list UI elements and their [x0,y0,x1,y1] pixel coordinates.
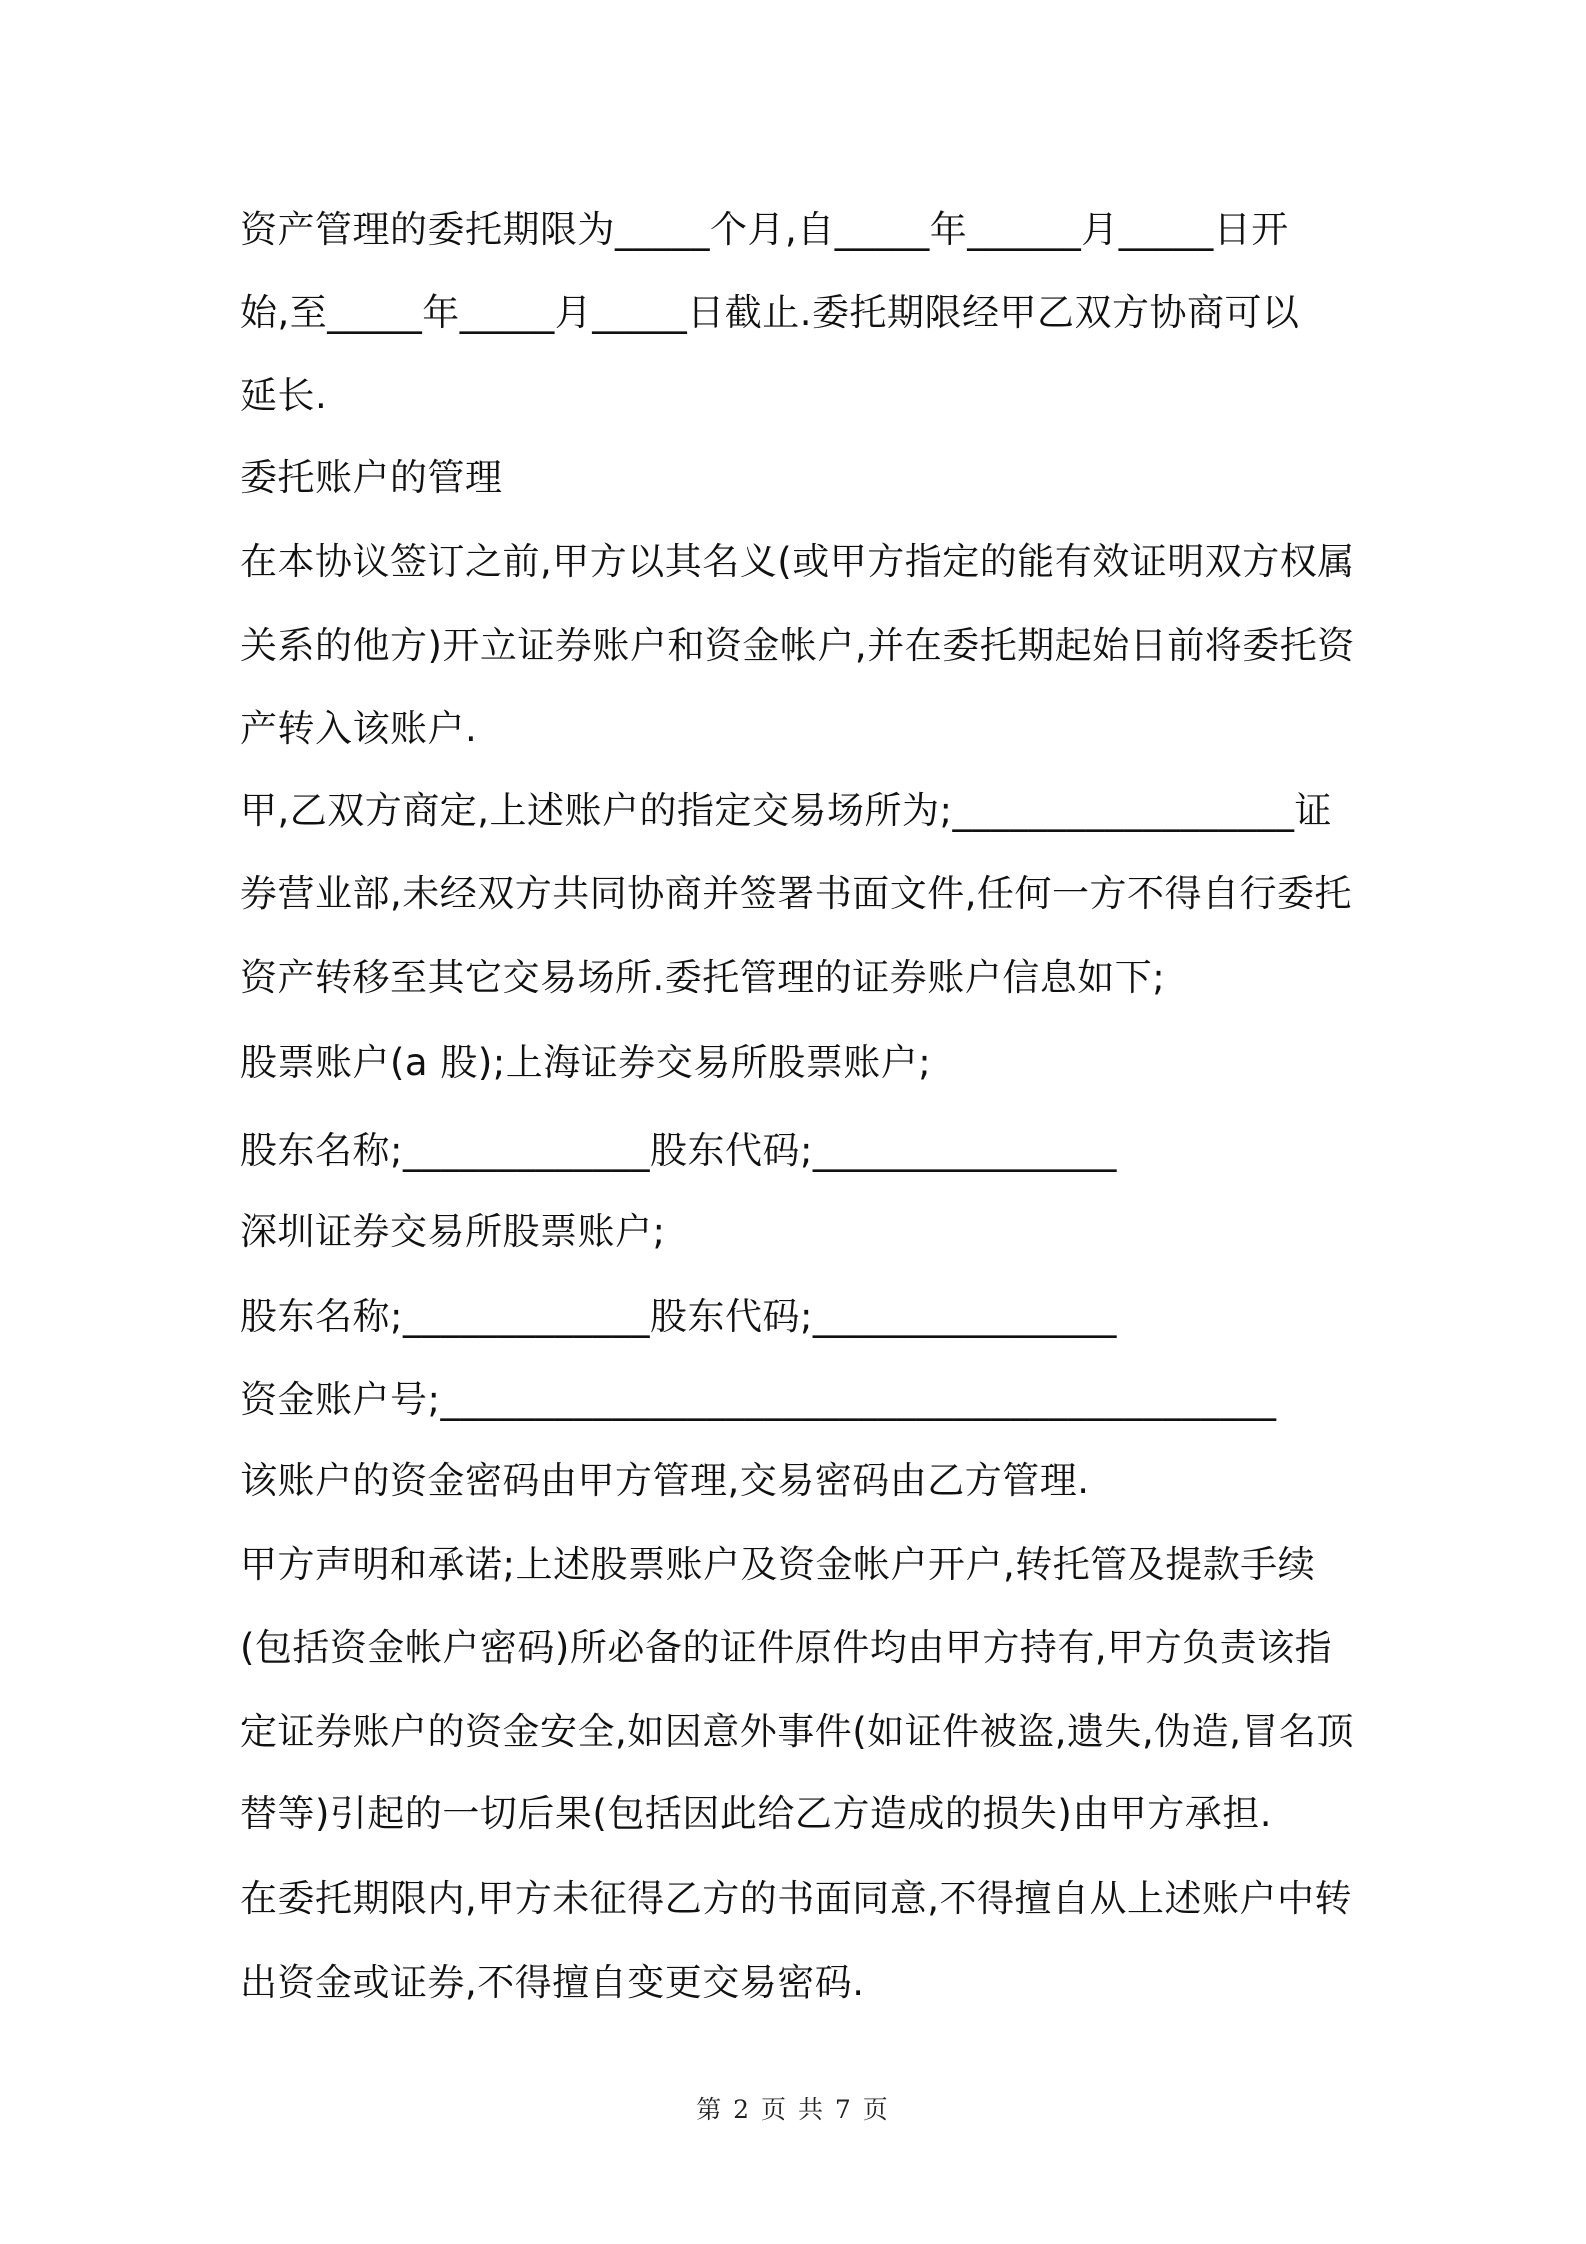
text-line-3: 延长. [240,374,328,417]
text-line-13: 深圳证券交易所股票账户; [240,1210,666,1253]
text-line-6: 关系的他方)开立证券账户和资金帐户,并在委托期起始日前将委托资 [240,624,1355,667]
text-line-7: 产转入该账户. [240,707,478,750]
text-line-19: 定证券账户的资金安全,如因意外事件(如证件被盗,遗失,伪造,冒名顶 [240,1710,1354,1753]
text-line-2: 始,至_____年_____月_____日截止.委托期限经甲乙双方协商可以 [240,291,1300,334]
shareholder-line-shanghai: 股东名称;_____________股东代码;________________ [240,1129,1117,1172]
text-line-10: 资产转移至其它交易场所.委托管理的证券账户信息如下; [240,956,1166,999]
fund-account-line: 资金账户号;____________________________________________ [240,1378,1277,1421]
text-line-21: 在委托期限内,甲方未征得乙方的书面同意,不得擅自从上述账户中转 [240,1877,1353,1920]
text-line-16: 该账户的资金密码由甲方管理,交易密码由乙方管理. [240,1459,1090,1502]
text-line-20: 替等)引起的一切后果(包括因此给乙方造成的损失)由甲方承担. [240,1792,1273,1835]
shareholder-line-shenzhen: 股东名称;_____________股东代码;________________ [240,1295,1117,1338]
text-line-22: 出资金或证券,不得擅自变更交易密码. [240,1961,865,2004]
text-line-18: (包括资金帐户密码)所必备的证件原件均由甲方持有,甲方负责该指 [240,1626,1333,1669]
text-line-1: 资产管理的委托期限为_____个月,自_____年______月_____日开 [240,208,1289,251]
text-line-11: 股票账户(a 股);上海证券交易所股票账户; [240,1041,932,1084]
text-line-5: 在本协议签订之前,甲方以其名义(或甲方指定的能有效证明双方权属 [240,540,1355,583]
text-line-9: 券营业部,未经双方共同协商并签署书面文件,任何一方不得自行委托 [240,872,1353,915]
text-line-8: 甲,乙双方商定,上述账户的指定交易场所为;__________________证 [240,789,1332,832]
section-heading: 委托账户的管理 [240,456,503,499]
page-number-footer: 第 2 页 共 7 页 [696,2095,890,2124]
text-line-17: 甲方声明和承诺;上述股票账户及资金帐户开户,转托管及提款手续 [240,1543,1316,1586]
